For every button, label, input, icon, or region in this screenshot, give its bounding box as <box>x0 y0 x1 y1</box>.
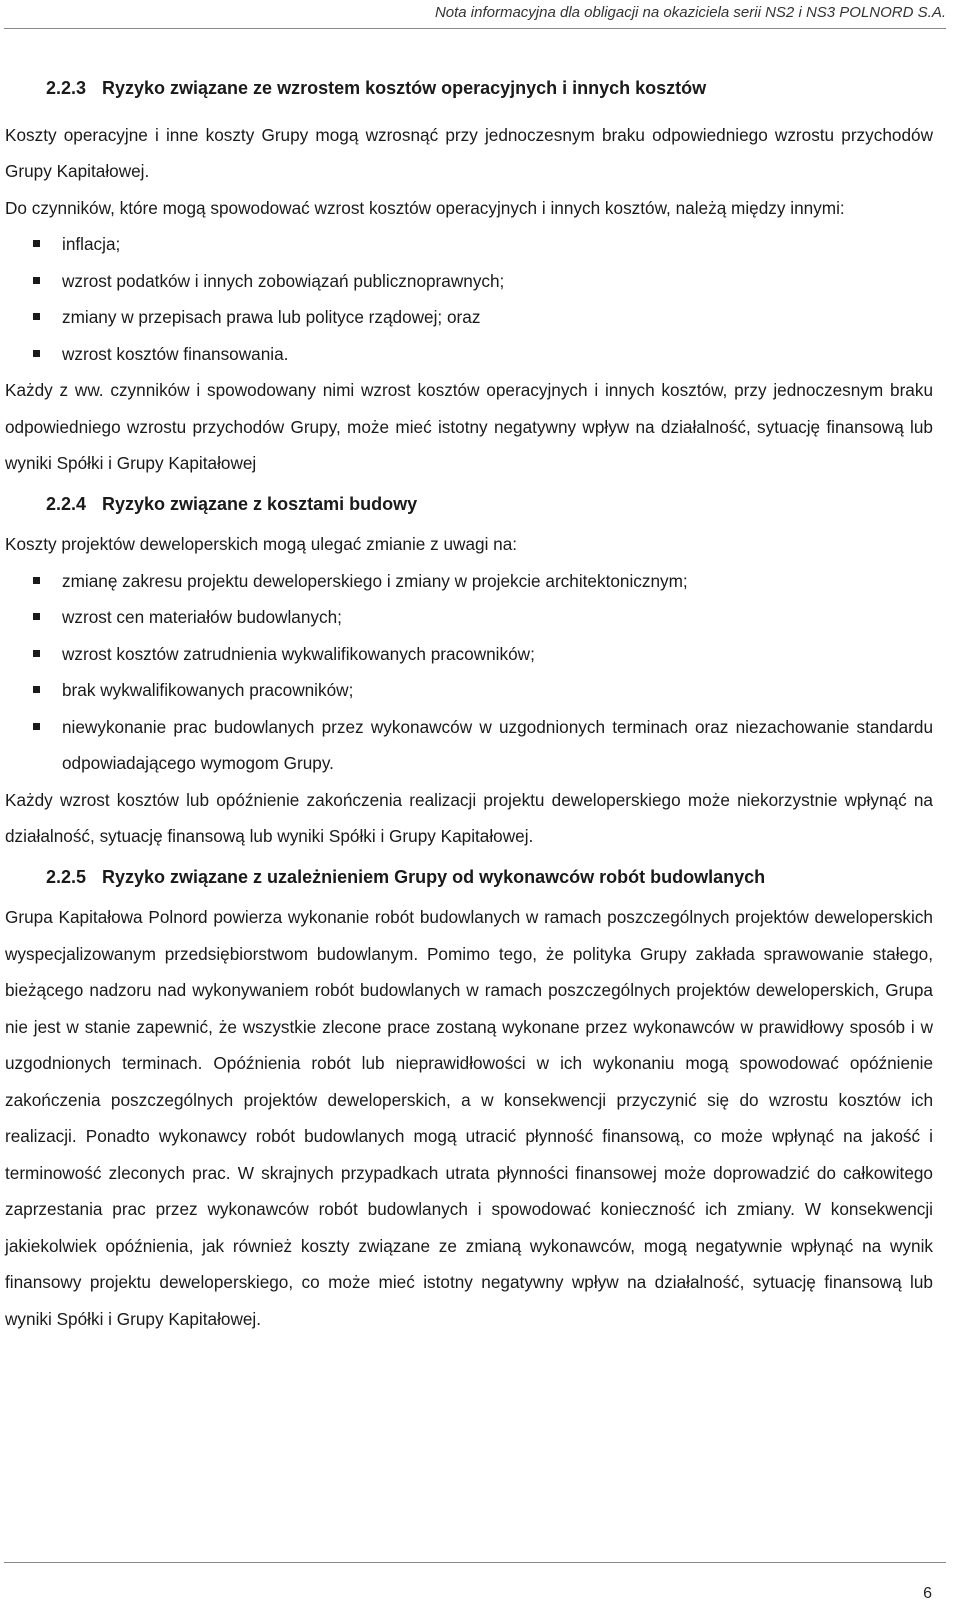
section-2-2-5 <box>5 859 933 1338</box>
list-item <box>5 563 933 600</box>
section-2-2-4 <box>5 486 933 855</box>
bullet-list <box>5 226 933 372</box>
document-header: Nota informacyjna dla obligacji na okaziciela serii NS2 i NS3 POLNORD S.A. <box>434 4 946 21</box>
list-item <box>5 636 933 673</box>
paragraph: Każdy z ww. czynników i spowodowany nimi wzrost kosztów operacyjnych i innych kosztów, przy jednoczesnym braku odpowiedniego wzrostu przychodów Grupy, może mieć istotny negatywny wpływ na działalność, sytuację finansową lub wyniki Spółki i Grupy Kapitałowej <box>5 380 933 473</box>
section-2-2-3 <box>5 70 933 482</box>
section-title: Ryzyko związane ze wzrostem kosztów operacyjnych i innych kosztów <box>102 78 707 98</box>
square-bullet-icon <box>33 686 40 693</box>
section-heading <box>5 70 933 107</box>
square-bullet-icon <box>33 577 40 584</box>
paragraph: Koszty projektów deweloperskich mogą ulegać zmianie z uwagi na: <box>5 534 518 554</box>
paragraph: Koszty operacyjne i inne koszty Grupy mogą wzrosnąć przy jednoczesnym braku odpowiedniego wzrostu przychodów Grupy Kapitałowej. <box>5 124 933 181</box>
square-bullet-icon <box>33 613 40 620</box>
list-item-text: zmiany w przepisach prawa lub polityce rządowej; oraz <box>62 307 481 327</box>
document-body <box>5 70 933 1337</box>
footer-divider <box>4 1562 946 1563</box>
list-item <box>5 599 933 636</box>
header-divider <box>4 28 946 29</box>
list-item <box>5 709 933 782</box>
list-item-text: wzrost kosztów finansowania. <box>62 343 289 364</box>
section-title: Ryzyko związane z uzależnieniem Grupy od wykonawców robót budowlanych <box>102 866 766 887</box>
square-bullet-icon <box>33 313 40 320</box>
square-bullet-icon <box>33 277 40 284</box>
list-item <box>5 336 933 373</box>
square-bullet-icon <box>33 350 40 357</box>
section-number: 2.2.4 <box>46 493 87 514</box>
list-item-text: inflacja; <box>62 234 121 254</box>
paragraph: Każdy wzrost kosztów lub opóźnienie zakończenia realizacji projektu deweloperskiego może niekorzystnie wpłynąć na działalność, sytuację finansową lub wyniki Spółki i Grupy Kapitałowej. <box>5 789 933 846</box>
section-heading <box>5 859 933 896</box>
list-item-text: wzrost podatków i innych zobowiązań publicznoprawnych; <box>62 270 505 291</box>
list-item-text: zmianę zakresu projektu deweloperskiego i zmiany w projekcie architektonicznym; <box>62 570 688 591</box>
section-heading <box>5 486 933 523</box>
square-bullet-icon <box>33 650 40 657</box>
list-item <box>5 672 933 709</box>
section-title: Ryzyko związane z kosztami budowy <box>102 493 418 514</box>
square-bullet-icon <box>33 723 40 730</box>
list-item-text: brak wykwalifikowanych pracowników; <box>62 680 354 700</box>
list-item <box>5 226 933 263</box>
list-item <box>5 263 933 300</box>
list-item <box>5 299 933 336</box>
section-number: 2.2.5 <box>46 866 87 887</box>
page-number: 6 <box>923 1585 932 1602</box>
bullet-list <box>5 563 933 782</box>
paragraph: Grupa Kapitałowa Polnord powierza wykonanie robót budowlanych w ramach poszczególnych projektów deweloperskich wyspecjalizowanym przedsiębiorstwom budowlanym. Pomimo tego, że polityka Grupy zakłada sprawowanie stałego, bieżącego nadzoru nad wykonywaniem robót budowlanych w ramach poszczególnych projektów deweloperskich, Grupa nie jest w stanie zapewnić, że wszystkie zlecone prace zostaną wykonane przez wykonawców w prawidłowy sposób i w uzgodnionych terminach. Opóźnienia robót lub nieprawidłowości w ich wykonaniu mogą spowodować opóźnienie zakończenia poszczególnych projektów deweloperskich, a w konsekwencji przyczynić się do wzrostu kosztów ich realizacji. Ponadto wykonawcy robót budowlanych mogą utracić płynność finansową, co może wpłynąć na jakość i terminowość zleconych prac. W skrajnych przypadkach utrata płynności finansowej może doprowadzić do całkowitego zaprzestania prac przez wykonawców robót budowlanych i spowodować konieczność ich zmiany. W konsekwencji jakiekolwiek opóźnienia, jak również koszty związane ze zmianą wykonawców, mogą negatywnie wpłynąć na wynik finansowy projektu deweloperskiego, co może mieć istotny negatywny wpływ na działalność, sytuację finansową lub wyniki Spółki i Grupy Kapitałowej. <box>5 907 933 1329</box>
paragraph: Do czynników, które mogą spowodować wzrost kosztów operacyjnych i innych kosztów, należą między innymi: <box>5 197 845 218</box>
section-number: 2.2.3 <box>46 78 87 98</box>
list-item-text: wzrost kosztów zatrudnienia wykwalifikowanych pracowników; <box>62 643 535 664</box>
list-item-text: niewykonanie prac budowlanych przez wykonawców w uzgodnionych terminach oraz niezachowanie standardu odpowiadającego wymogom Grupy. <box>62 716 933 773</box>
list-item-text: wzrost cen materiałów budowlanych; <box>62 607 342 627</box>
square-bullet-icon <box>33 240 40 247</box>
